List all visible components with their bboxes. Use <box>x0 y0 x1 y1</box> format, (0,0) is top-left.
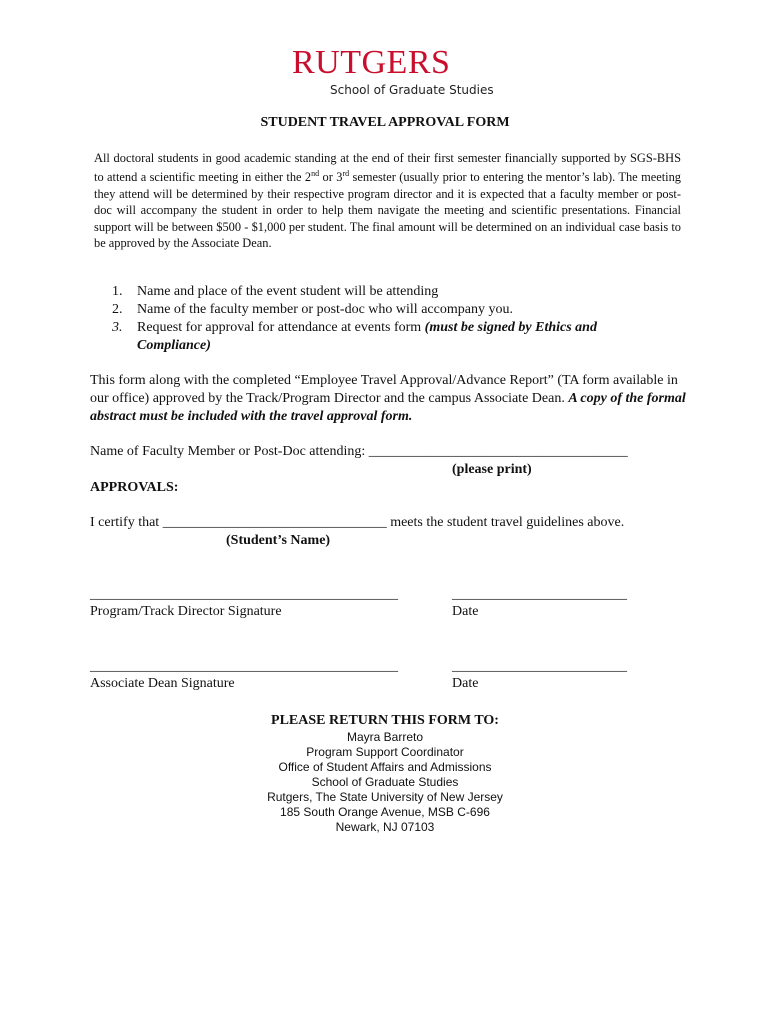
certify-suffix: meets the student travel guidelines above. <box>386 515 625 530</box>
certify-prefix: I certify that <box>90 515 163 530</box>
faculty-name-hint: (please print) <box>452 462 532 477</box>
address-line: Office of Student Affairs and Admissions <box>278 760 492 774</box>
requirements-list <box>112 283 672 355</box>
list-item-number: 2. <box>112 302 123 317</box>
intro-text-1: All doctoral students in good academic standing at the end of their first semester financially supported by SGS-BHS to attend a scientific meeting in either the 2 <box>94 151 681 185</box>
intro-text-2: or 3 <box>319 170 343 185</box>
intro-sup-2: rd <box>342 169 350 179</box>
rutgers-logo <box>292 44 492 100</box>
director-signature-label: Program/Track Director Signature <box>90 604 282 619</box>
faculty-name-blank[interactable]: _____________________________________ <box>368 444 628 459</box>
list-item <box>112 319 672 355</box>
return-address-block <box>0 712 770 835</box>
address-line: Rutgers, The State University of New Jersey <box>267 790 503 804</box>
address-line: Program Support Coordinator <box>306 745 464 759</box>
address-line: Mayra Barreto <box>346 730 424 744</box>
list-item-text: Name of the faculty member or post-doc who will accompany you. <box>137 302 513 317</box>
director-signature-line[interactable]: ____________________________________________ <box>90 587 398 602</box>
form-title: STUDENT TRAVEL APPROVAL FORM <box>260 115 510 130</box>
student-name-hint: (Student’s Name) <box>226 533 331 548</box>
abstract-requirement: A copy of the formal abstract must be included with the travel approval form. <box>90 391 686 424</box>
list-item <box>112 301 672 319</box>
dean-date-line[interactable]: _________________________ <box>452 659 627 674</box>
ta-form-text: This form along with the completed “Employee Travel Approval/Advance Report” (TA form available in our office) approved by the Track/Program Director and the campus Associate Dean. <box>90 373 678 406</box>
faculty-name-field[interactable] <box>90 443 628 461</box>
intro-text-3: semester (usually prior to entering the mentor’s lab). The meeting they attend will be determined by their respective program director and it is expected that a faculty member or post-doc will accompany the student in order to help them navigate the meeting and scientific presentations. Financial support will be between $500 - $1,000 per student. The final amount will be determined on an individual case basis to be approved by the Associate Dean. <box>94 170 681 251</box>
faculty-name-label: Name of Faculty Member or Post-Doc attending: <box>90 444 369 459</box>
intro-paragraph <box>94 150 681 252</box>
certify-line <box>90 514 624 532</box>
address-line: 185 South Orange Avenue, MSB C-696 <box>280 805 490 819</box>
dean-date-label: Date <box>452 676 479 691</box>
list-item-text: Name and place of the event student will be attending <box>137 284 439 299</box>
director-date-label: Date <box>452 604 479 619</box>
logo-subtitle: School of Graduate Studies <box>330 83 494 97</box>
approvals-heading: APPROVALS: <box>90 480 179 495</box>
list-item-text-plain: Request for approval for attendance at events form <box>137 320 425 335</box>
list-item-text-emphasis: (must be signed by Ethics and Compliance) <box>137 320 597 353</box>
student-name-blank[interactable]: ________________________________ <box>162 515 387 530</box>
list-item <box>112 283 672 301</box>
list-item-number: 3. <box>112 320 123 335</box>
intro-sup-1: nd <box>311 169 320 179</box>
logo-wordmark: RUTGERS <box>292 44 451 81</box>
ta-form-paragraph <box>90 372 690 426</box>
address-line: School of Graduate Studies <box>311 775 459 789</box>
dean-signature-label: Associate Dean Signature <box>90 676 235 691</box>
list-item-text <box>137 319 672 355</box>
return-title: PLEASE RETURN THIS FORM TO: <box>271 713 499 728</box>
dean-signature-line[interactable]: ____________________________________________ <box>90 659 398 674</box>
address-line: Newark, NJ 07103 <box>335 820 435 834</box>
list-item-number: 1. <box>112 284 123 299</box>
director-date-line[interactable]: _________________________ <box>452 587 627 602</box>
